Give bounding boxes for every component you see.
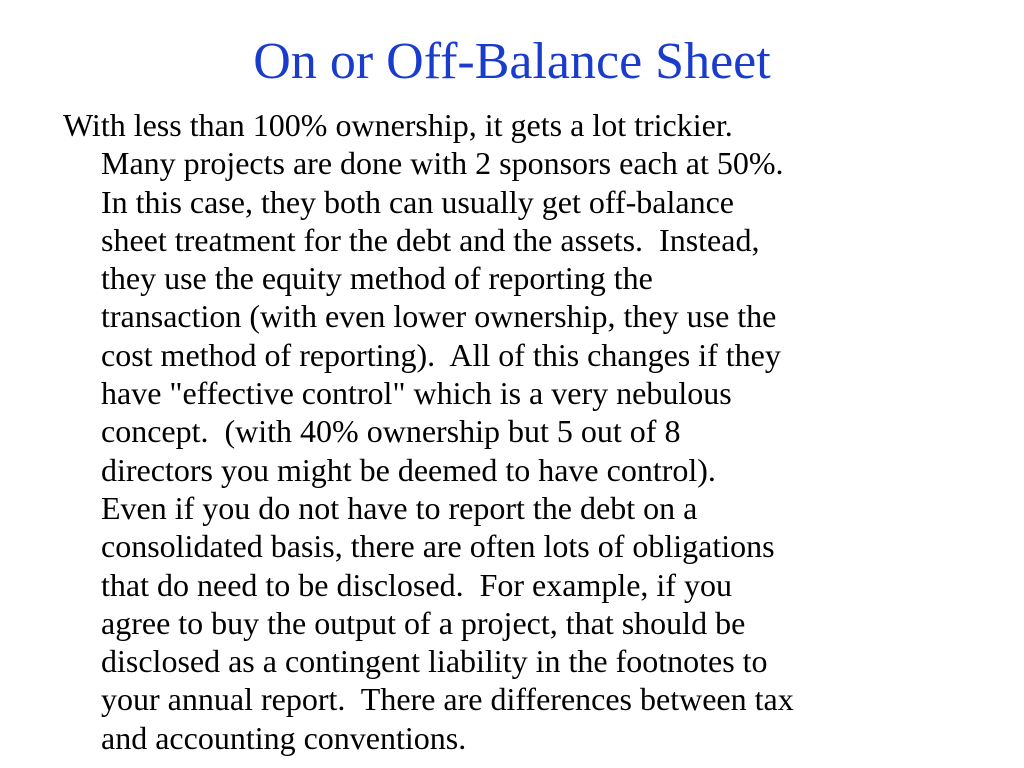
- body-line: Even if you do not have to report the debt on a: [101, 489, 698, 526]
- body-line: they use the equity method of reporting the: [101, 260, 653, 297]
- body-line: concept. (with 40% ownership but 5 out of 8: [101, 413, 681, 450]
- body-line: your annual report. There are differences between tax: [101, 681, 794, 718]
- body-line: have "effective control" which is a very nebulous: [101, 375, 732, 412]
- body-line: transaction (with even lower ownership, they use the: [101, 298, 777, 335]
- body-line: With less than 100% ownership, it gets a lot trickier.: [63, 107, 733, 143]
- body-line: In this case, they both can usually get off-balance: [101, 183, 734, 220]
- body-line: disclosed as a contingent liability in the footnotes to: [101, 643, 768, 680]
- body-line: consolidated basis, there are often lots of obligations: [101, 528, 775, 565]
- body-line: directors you might be deemed to have control).: [101, 451, 716, 488]
- body-line: cost method of reporting). All of this changes if they: [101, 336, 781, 373]
- body-line: sheet treatment for the debt and the assets. Instead,: [101, 221, 760, 258]
- body-line: Many projects are done with 2 sponsors each at 50%.: [101, 145, 784, 182]
- body-line: agree to buy the output of a project, that should be: [101, 604, 746, 641]
- slide-title: On or Off-Balance Sheet: [253, 33, 771, 90]
- slide-body: [63, 106, 983, 757]
- body-line: that do need to be disclosed. For example, if you: [101, 566, 732, 603]
- body-line: and accounting conventions.: [101, 719, 467, 756]
